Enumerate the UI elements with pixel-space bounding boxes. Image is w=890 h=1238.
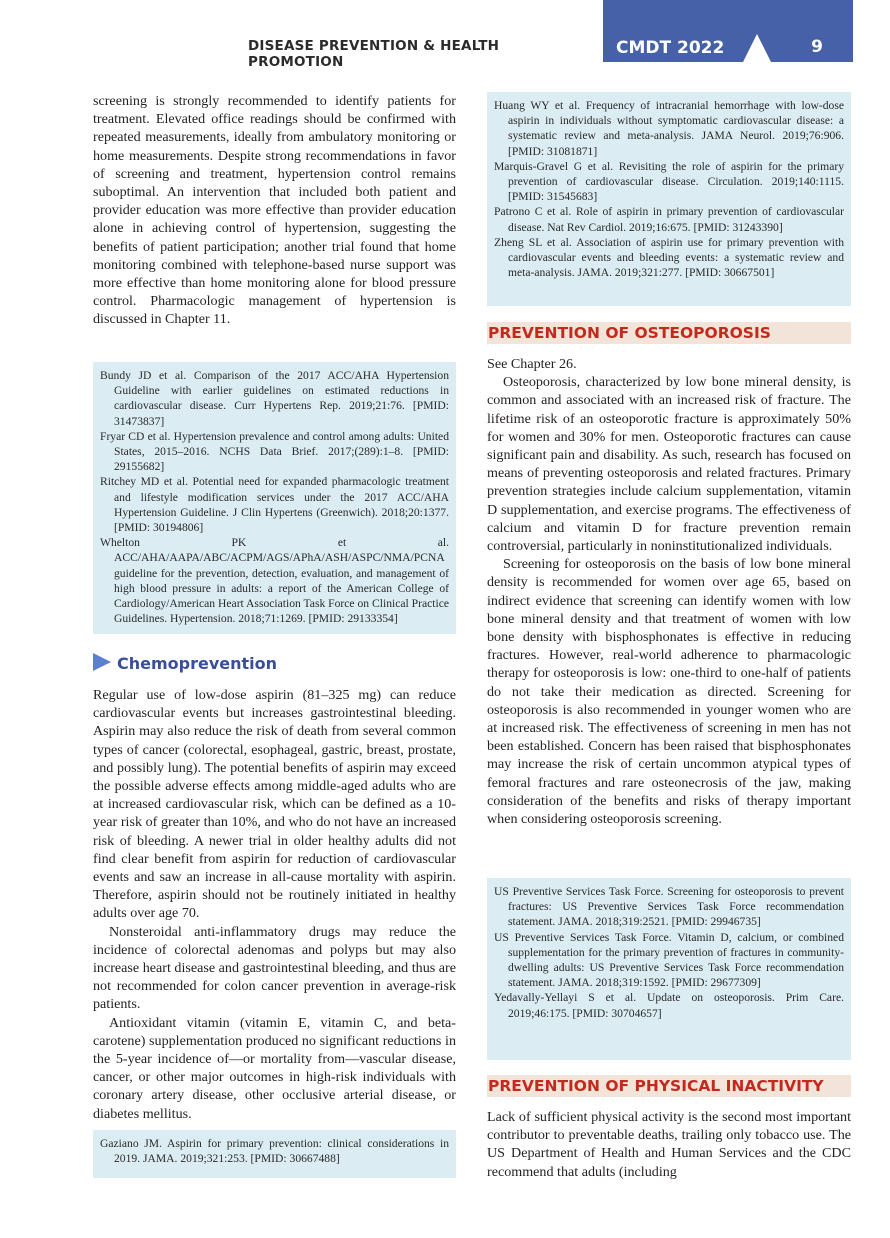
osteoporosis-heading: PREVENTION OF OSTEOPOROSIS (487, 322, 851, 344)
reference-entry: Gaziano JM. Aspirin for primary prevention: clinical considerations in 2019. JAMA. 2019;321:253. [PMID: 30667488] (100, 1137, 449, 1166)
osteoporosis-text (487, 355, 851, 828)
reference-entry: Zheng SL et al. Association of aspirin use for primary prevention with cardiovascular events and bleeding events: a systematic review and meta-analysis. JAMA. 2019;321:277. [PMID: 30667501] (494, 235, 844, 280)
reference-box-osteoporosis (487, 878, 851, 1060)
screening-paragraph: Screening for osteoporosis on the basis of low bone mineral density is recommended for women over age 65, based on indirect evidence that screening can identify women with low bone mineral density and that treatment of women with low bone density with bisphosphonates is effective in reducing fractures. However, real-world adherence to pharmacologic therapy for osteoporosis is low: one-third to one-half of patients do not take their medication as directed. Screening for osteoporosis is also recommended in younger women who are at increased risk. The effectiveness of screening in men has not been established. Concern has been raised that bisphosphonates may increase the risk of certain uncommon atypical types of femoral fractures and rare osteonecrosis of the jaw, making consideration of the benefits and risks of therapy important when considering osteoporosis screening. (487, 556, 851, 828)
reference-entry: Whelton PK et al. ACC/AHA/AAPA/ABC/ACPM/AGS/APhA/ASH/ASPC/NMA/PCNA guideline for the prevention, detection, evaluation, and management of high blood pressure in adults: a report of the American College of Cardiology/American Heart Association Task Force on Clinical Practice Guidelines. Hypertension. 2018;71:1269. [PMID: 29133354] (100, 536, 449, 626)
chemoprevention-text (93, 686, 456, 1123)
subheading-text: Chemoprevention (117, 654, 278, 673)
chemoprevention-subheading (93, 653, 277, 675)
tab-notch-shape (743, 34, 771, 62)
hypertension-paragraph: screening is strongly recommended to identify patients for treatment. Elevated office readings should be confirmed with repeated measurements, ideally from ambulatory monitoring or home measurements. Despite strong recommendations in favor of screening and treatment, hypertension control remains suboptimal. An intervention that included both patient and provider education was more effective than provider education alone in achieving control of hypertension, suggesting the benefits of patient participation; another trial found that home monitoring combined with telephone-based nurse support was more effective than home monitoring alone for blood pressure control. Pharmacologic management of hypertension is discussed in Chapter 11. (93, 93, 456, 328)
reference-entry: Bundy JD et al. Comparison of the 2017 ACC/AHA Hypertension Guideline with earlier guidelines on estimated reductions in cardiovascular disease. Curr Hypertens Rep. 2019;21:76. [PMID: 31473837] (100, 369, 449, 428)
reference-entry: US Preventive Services Task Force. Screening for osteoporosis to prevent fractures: US Preventive Services Task Force recommendation statement. JAMA. 2018;319:2521. [PMID: 29946735] (494, 885, 844, 929)
antioxidant-paragraph: Antioxidant vitamin (vitamin E, vitamin C, and beta-carotene) supplementation produced no significant reductions in the 5-year incidence of—or mortality from—vascular disease, cancer, or other major outcomes in high-risk individuals with coronary artery disease, other occlusive arterial disease, or diabetes mellitus. (93, 1014, 456, 1122)
header-tab (603, 0, 853, 62)
reference-entry: US Preventive Services Task Force. Vitamin D, calcium, or combined supplementation for the primary prevention of fractures in community-dwelling adults: US Preventive Services Task Force recommendation statement. JAMA. 2018;319:1592. [PMID: 29677309] (494, 930, 844, 990)
osteoporosis-paragraph: Osteoporosis, characterized by low bone mineral density, is common and associated with an increased risk of fracture. The lifetime risk of an osteoporotic fracture is approximately 50% for women and 30% for men. Osteoporotic fractures can cause significant pain and disability. As such, research has focused on means of preventing osteoporosis and related fractures. Primary prevention strategies include calcium supplementation, vitamin D supplementation, and exercise programs. The effectiveness of calcium and vitamin D for fracture prevention remain controversial, particularly in noninstitutionalized individuals. (487, 374, 851, 555)
reference-list (100, 1136, 449, 1166)
physical-inactivity-paragraph: Lack of sufficient physical activity is the second most important contributor to preventable deaths, trailing only tobacco use. The US Department of Health and Human Services and the CDC recommend that adults (including (487, 1109, 851, 1180)
reference-box-aspirin-continued (487, 92, 851, 306)
reference-entry: Fryar CD et al. Hypertension prevalence and control among adults: United States, 2015–2016. NCHS Data Brief. 2017;(289):1–8. [PMID: 29155682] (100, 429, 449, 474)
reference-entry: Patrono C et al. Role of aspirin in primary prevention of cardiovascular disease. Nat Rev Cardiol. 2019;16:675. [PMID: 31243390] (494, 205, 844, 234)
nsaid-paragraph: Nonsteroidal anti-inflammatory drugs may reduce the incidence of colorectal adenomas and polyps but may also increase heart disease and gastrointestinal bleeding, and thus are not recommended for colon cancer prevention in average-risk patients. (93, 923, 456, 1013)
running-head: DISEASE PREVENTION & HEALTH PROMOTION (248, 38, 500, 70)
reference-entry: Ritchey MD et al. Potential need for expanded pharmacologic treatment and lifestyle modification services under the 2017 ACC/AHA Hypertension Guideline. J Clin Hypertens (Greenwich). 2018;20:1377. [PMID: 30194806] (100, 475, 449, 535)
reference-list (100, 368, 449, 626)
reference-entry: Yedavally-Yellayi S et al. Update on osteoporosis. Prim Care. 2019;46:175. [PMID: 30704657] (494, 991, 844, 1020)
reference-entry: Huang WY et al. Frequency of intracranial hemorrhage with low-dose aspirin in individuals without symptomatic cardiovascular disease: a systematic review and meta-analysis. JAMA Neurol. 2019;76:906. [PMID: 31081871] (494, 99, 844, 158)
reference-entry: Marquis-Gravel G et al. Revisiting the role of aspirin for the primary prevention of cardiovascular disease. Circulation. 2019;140:1115. [PMID: 31545683] (494, 159, 844, 204)
reference-box-hypertension (93, 362, 456, 634)
reference-list (494, 884, 844, 1021)
physical-inactivity-heading: PREVENTION OF PHYSICAL INACTIVITY (487, 1075, 851, 1097)
triangle-bullet-icon (93, 653, 111, 671)
see-chapter-line: See Chapter 26. (487, 356, 577, 372)
reference-list (494, 98, 844, 280)
aspirin-paragraph: Regular use of low-dose aspirin (81–325 mg) can reduce cardiovascular events but increases gastrointestinal bleeding. Aspirin may also reduce the risk of death from several common types of cancer (colorectal, esophageal, gastric, breast, prostate, and possibly lung). The potential benefits of aspirin may exceed the possible adverse effects among middle-aged adults who are at increased cardiovascular risk, which can be defined as a 10-year risk of greater than 10%, and who do not have an increased risk of bleeding. A newer trial in older healthy adults did not find clear benefit from aspirin for reduction of cardiovascular events and saw an increase in all-cause mortality with aspirin. Therefore, aspirin should not be routinely initiated in healthy adults over age 70. (93, 687, 456, 922)
reference-box-aspirin (93, 1130, 456, 1178)
page-number: 9 (811, 37, 823, 57)
book-title: CMDT 2022 (616, 38, 725, 58)
